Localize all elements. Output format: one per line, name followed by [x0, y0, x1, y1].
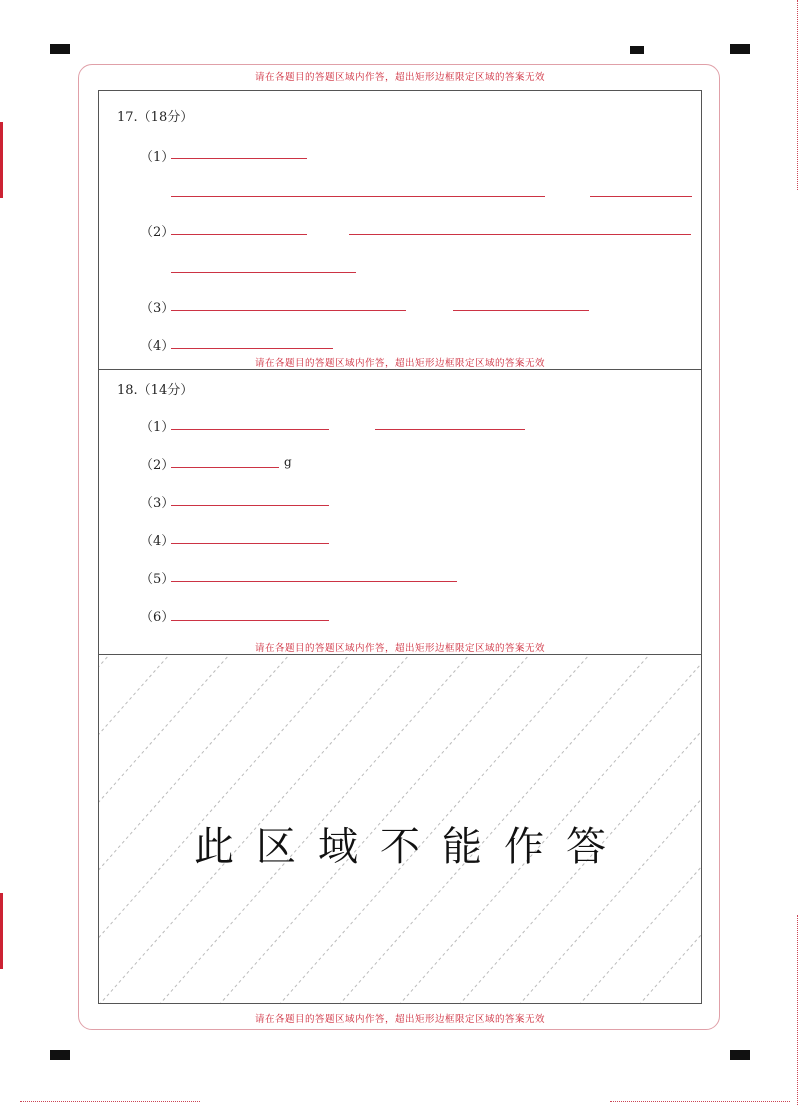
q17-part-2-label: （2） [140, 225, 175, 240]
q18-part-1-answer-line-b[interactable] [375, 429, 525, 430]
q17-part-4-answer-line[interactable] [171, 348, 333, 349]
q18-part-3-label: （3） [140, 496, 175, 511]
question-17-box [98, 90, 702, 370]
perforation-bottom-right [610, 1101, 790, 1102]
edge-strip-left-bottom [0, 893, 3, 969]
q17-part-3-answer-line-b[interactable] [453, 310, 589, 311]
perforation-right-bottom [797, 915, 798, 1105]
q17-part-3-label: （3） [140, 301, 175, 316]
no-answer-region [98, 654, 702, 1004]
registration-mark-top-right [730, 44, 750, 54]
q18-part-5-label: （5） [140, 572, 175, 587]
q17-part-3-answer-line[interactable] [171, 310, 406, 311]
q17-part-1-answer-line-c[interactable] [590, 196, 692, 197]
q17-part-4-label: （4） [140, 339, 175, 354]
question-18-box [98, 369, 702, 655]
q18-part-2-label: （2） [140, 458, 175, 473]
q18-part-5-answer-line[interactable] [171, 581, 457, 582]
q17-part-2-answer-line-c[interactable] [171, 272, 356, 273]
registration-mark-bottom-right [730, 1050, 750, 1060]
question-18-title: 18.（14分） [117, 383, 194, 398]
registration-mark-bottom-left [50, 1050, 70, 1060]
q18-part-6-answer-line[interactable] [171, 620, 329, 621]
perforation-bottom-left [20, 1101, 200, 1102]
q18-part-6-label: （6） [140, 610, 175, 625]
warning-bottom: 请在各题目的答题区域内作答，超出矩形边框限定区域的答案无效 [254, 1014, 545, 1025]
registration-mark-top-left [50, 44, 70, 54]
edge-strip-left-top [0, 122, 3, 198]
q18-part-1-answer-line[interactable] [171, 429, 329, 430]
q17-part-1-label: （1） [140, 150, 175, 165]
registration-mark-top-mid [630, 46, 644, 54]
q18-part-2-answer-line[interactable] [171, 467, 279, 468]
q17-part-1-answer-line-b[interactable] [171, 196, 545, 197]
q18-part-1-label: （1） [140, 420, 175, 435]
warning-top: 请在各题目的答题区域内作答，超出矩形边框限定区域的答案无效 [254, 72, 545, 83]
warning-q17-bottom: 请在各题目的答题区域内作答，超出矩形边框限定区域的答案无效 [254, 358, 545, 369]
question-17-title: 17.（18分） [117, 110, 194, 125]
q18-part-4-label: （4） [140, 534, 175, 549]
q18-part-2-unit: g [284, 455, 292, 469]
q18-part-4-answer-line[interactable] [171, 543, 329, 544]
q17-part-2-answer-line-b[interactable] [349, 234, 691, 235]
perforation-right-top [797, 0, 798, 190]
q17-part-1-answer-line[interactable] [171, 158, 307, 159]
q17-part-2-answer-line[interactable] [171, 234, 307, 235]
q18-part-3-answer-line[interactable] [171, 505, 329, 506]
no-answer-text: 此区域不能作答 [194, 824, 628, 870]
warning-q18-bottom: 请在各题目的答题区域内作答，超出矩形边框限定区域的答案无效 [254, 643, 545, 654]
